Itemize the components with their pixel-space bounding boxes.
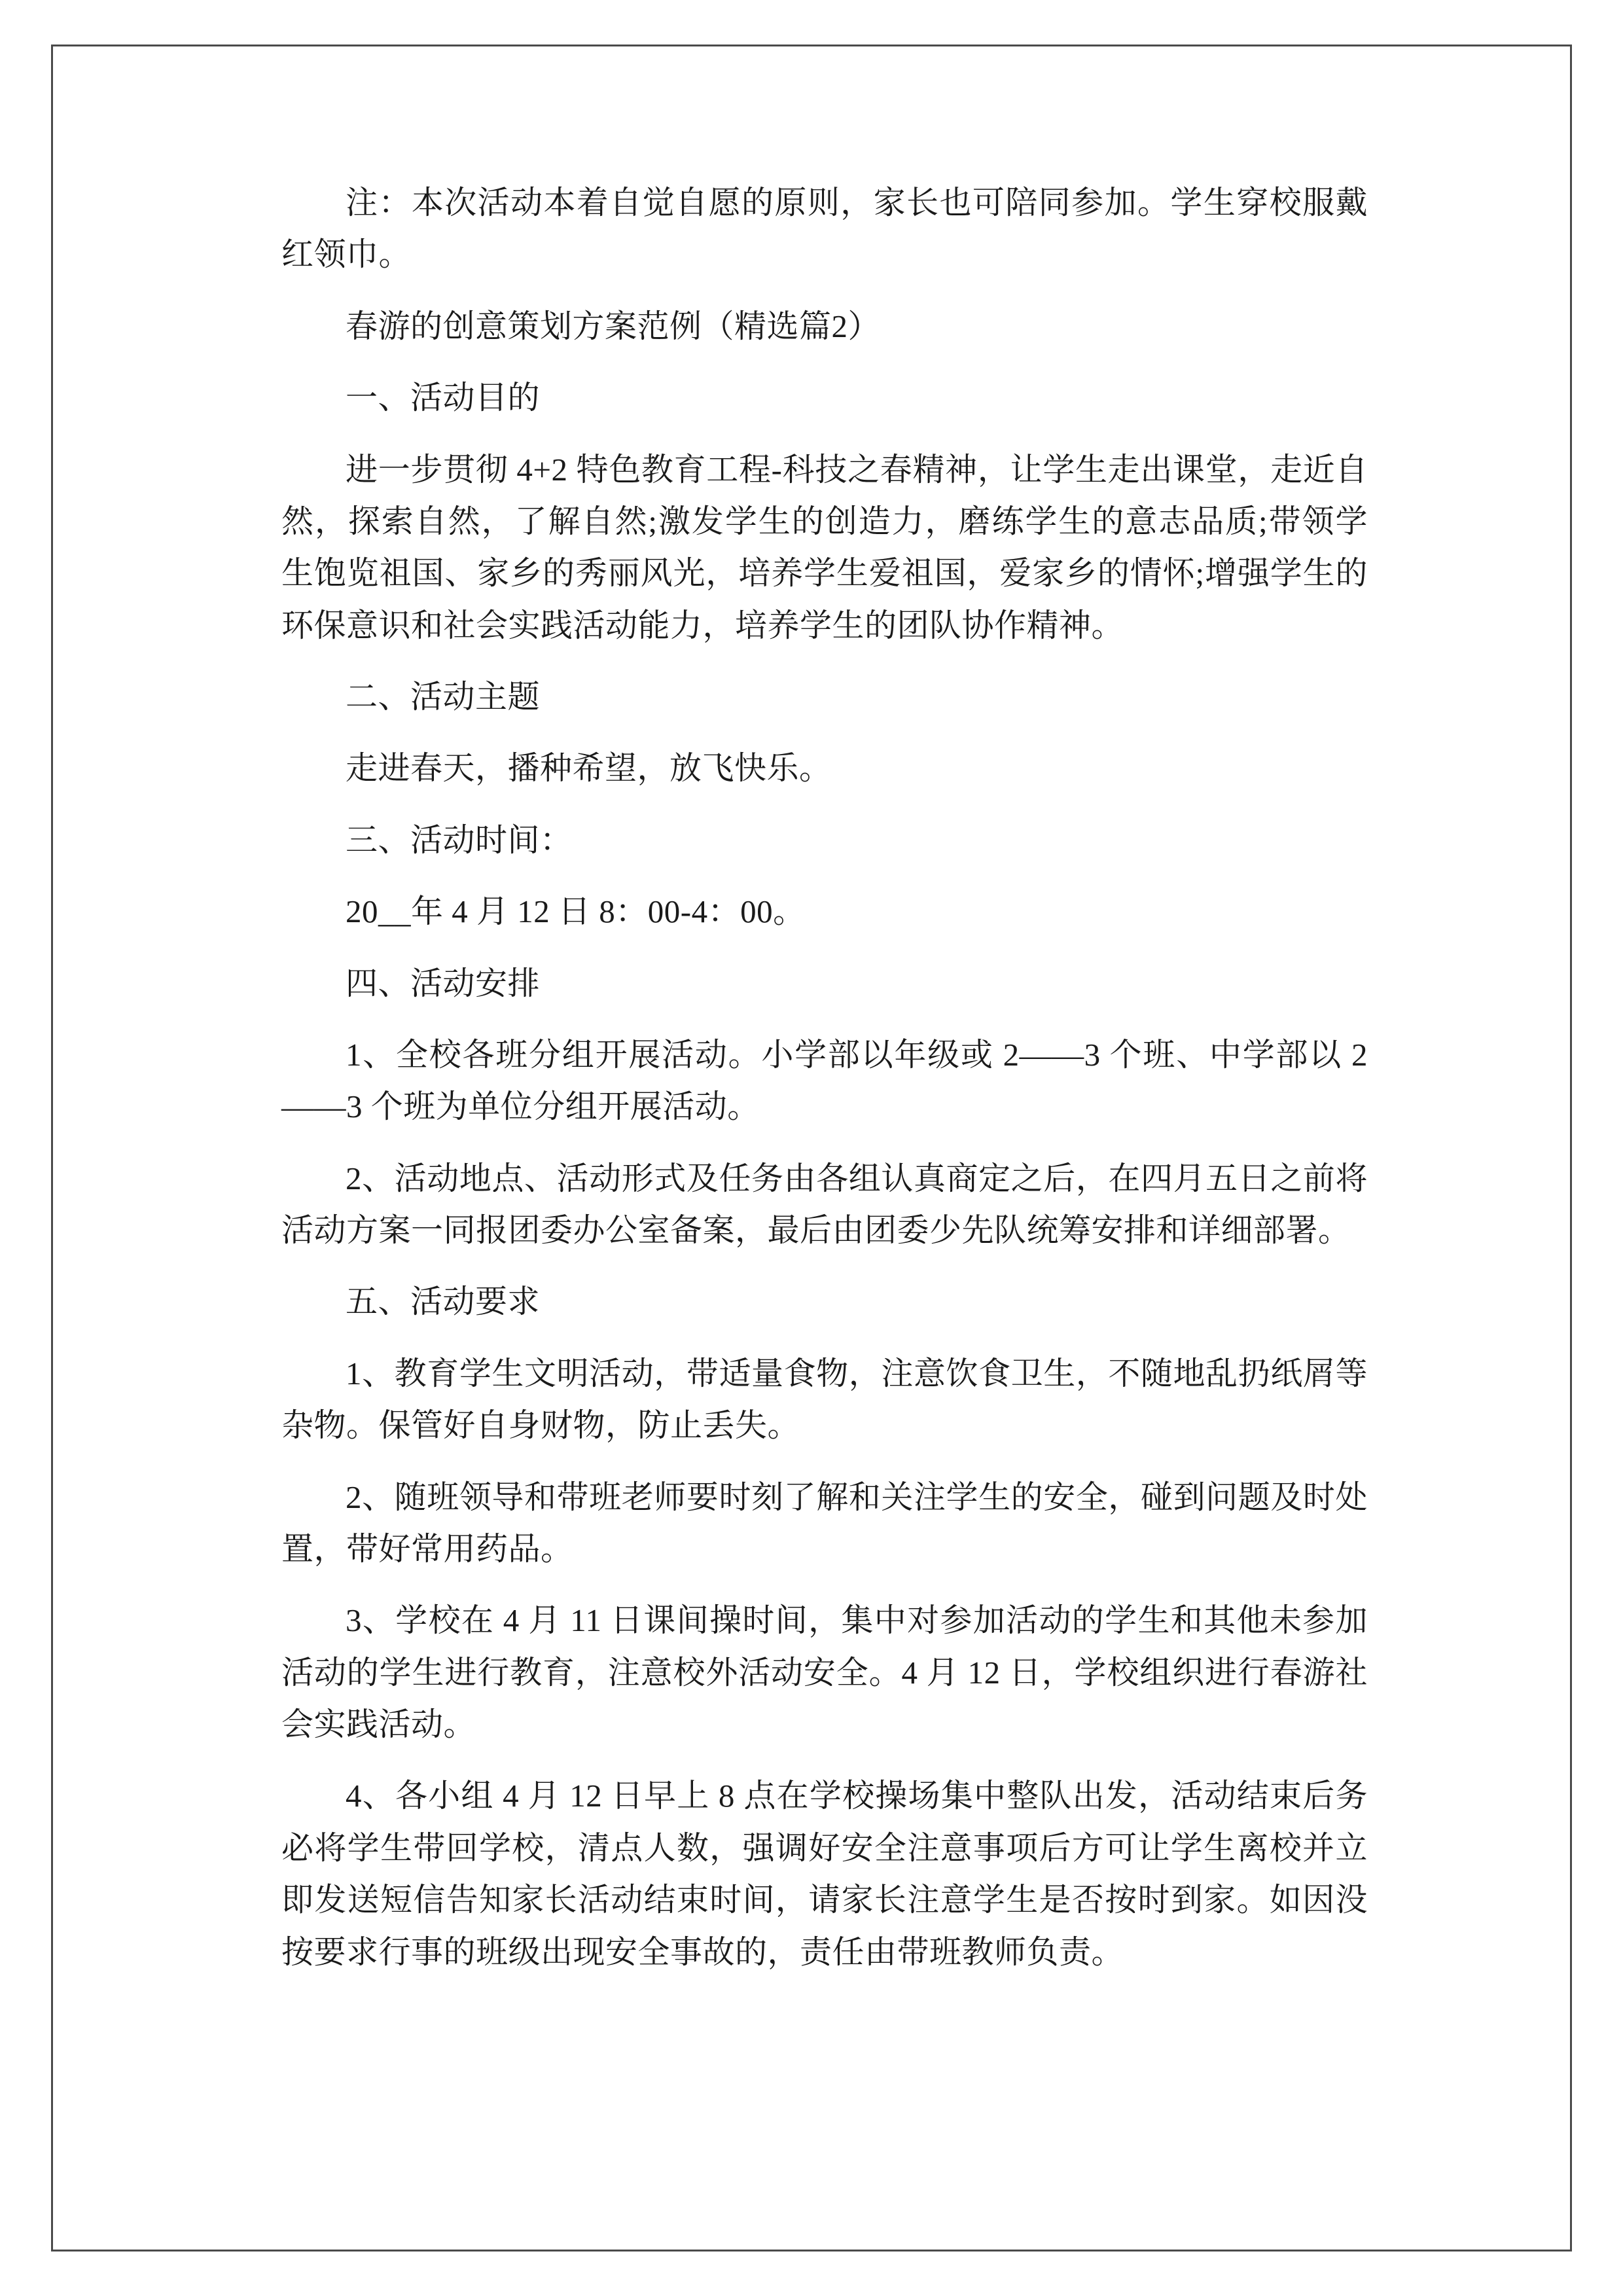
paragraph-note: 注：本次活动本着自觉自愿的原则，家长也可陪同参加。学生穿校服戴红领巾。 xyxy=(281,185,1368,273)
paragraph-section-5-item-2: 2、随班领导和带班老师要时刻了解和关注学生的安全，碰到问题及时处置，带好常用药品。 xyxy=(281,1479,1368,1567)
paragraph-section-2-heading: 二、活动主题 xyxy=(346,679,541,715)
paragraph-section-1-body: 进一步贯彻 4+2 特色教育工程-科技之春精神，让学生走出课堂，走近自然，探索自然，了解自然;激发学生的创造力，磨练学生的意志品质;带领学生饱览祖国、家乡的秀丽风光，培养学生爱祖国，爱家乡的情怀;增强学生的环保意识和社会实践活动能力，培养学生的团队协作精神。 xyxy=(281,451,1368,643)
paragraph-section-5-item-1: 1、教育学生文明活动，带适量食物，注意饮食卫生，不随地乱扔纸屑等杂物。保管好自身财物，防止丢失。 xyxy=(281,1355,1368,1444)
paragraph-section-4-item-2: 2、活动地点、活动形式及任务由各组认真商定之后，在四月五日之前将活动方案一同报团委办公室备案，最后由团委少先队统筹安排和详细部署。 xyxy=(281,1160,1368,1248)
paragraph-section-2-body: 走进春天，播种希望，放飞快乐。 xyxy=(346,750,832,787)
paragraph-section-4-item-1: 1、全校各班分组开展活动。小学部以年级或 2——3 个班、中学部以 2——3 个班为单位分组开展活动。 xyxy=(281,1036,1368,1125)
paragraph-title-sample-2: 春游的创意策划方案范例（精选篇2） xyxy=(346,308,881,344)
paragraph-section-3-body: 20__年 4 月 12 日 8：00-4：00。 xyxy=(346,893,806,930)
paragraph-section-5-item-4: 4、各小组 4 月 12 日早上 8 点在学校操场集中整队出发，活动结束后务必将学生带回学校，清点人数，强调好安全注意事项后方可让学生离校并立即发送短信告知家长活动结束时间，请家长注意学生是否按时到家。如因没按要求行事的班级出现安全事故的，责任由带班教师负责。 xyxy=(281,1778,1368,1970)
paragraph-section-5-heading: 五、活动要求 xyxy=(346,1283,541,1320)
paragraph-section-4-heading: 四、活动安排 xyxy=(346,965,541,1001)
paragraph-section-1-heading: 一、活动目的 xyxy=(346,380,541,416)
paragraph-section-3-heading: 三、活动时间： xyxy=(346,821,573,858)
document-body xyxy=(281,177,1368,1998)
paragraph-section-5-item-3: 3、学校在 4 月 11 日课间操时间，集中对参加活动的学生和其他未参加活动的学生进行教育，注意校外活动安全。4 月 12 日，学校组织进行春游社会实践活动。 xyxy=(281,1602,1368,1742)
